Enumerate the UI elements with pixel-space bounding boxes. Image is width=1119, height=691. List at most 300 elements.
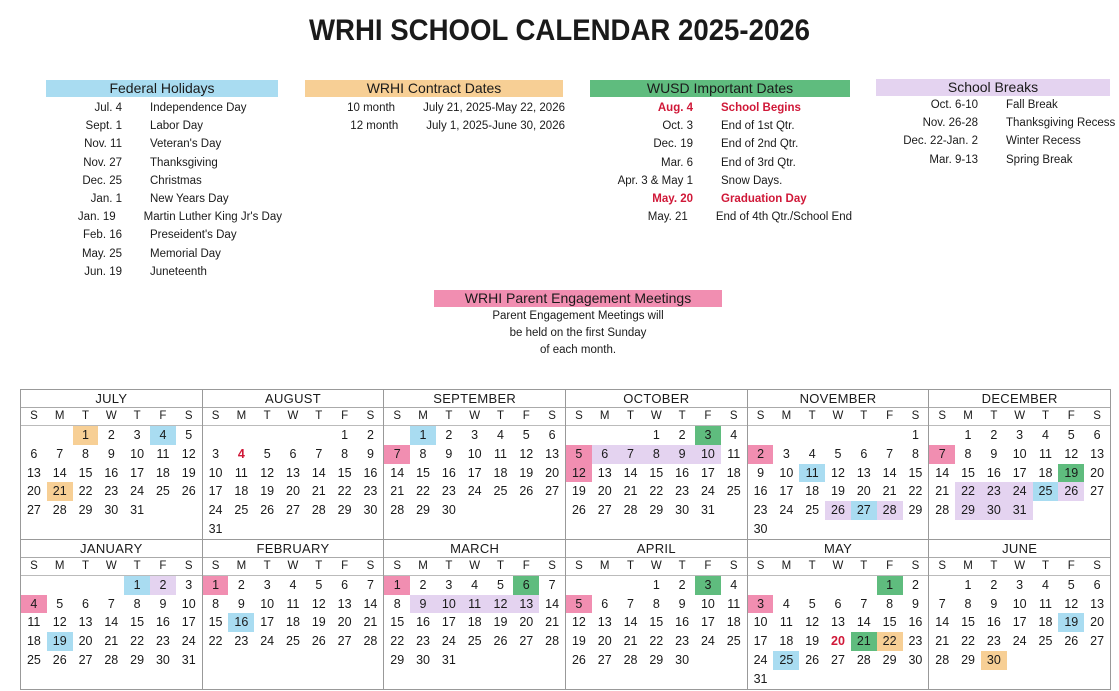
- weekday-header: T: [618, 558, 644, 576]
- day-cell: 19: [805, 634, 820, 649]
- day-cell: 3: [212, 446, 220, 461]
- empty-day-cell: [462, 651, 488, 670]
- weekday-header: S: [384, 408, 410, 426]
- day-cell: 17: [700, 615, 715, 630]
- day-cell: 4: [808, 446, 816, 461]
- day-cell: 5: [263, 446, 271, 461]
- day-cell: 20: [26, 484, 41, 499]
- day-cell: 15: [208, 615, 223, 630]
- empty-day-cell: [566, 426, 592, 445]
- wusd-date: Oct. 3: [662, 120, 693, 133]
- day-cell: 24: [260, 634, 275, 649]
- wusd-label: School Begins: [721, 102, 801, 114]
- weekday-header: W: [825, 408, 851, 426]
- day-cell: 25: [286, 634, 300, 649]
- day-cell: 4: [150, 426, 176, 445]
- weekday-header: S: [21, 558, 47, 576]
- federal-label: Veteran's Day: [150, 138, 222, 151]
- day-cell: 13: [597, 465, 612, 480]
- month-july: [21, 390, 203, 540]
- empty-day-cell: [306, 651, 332, 670]
- empty-day-cell: [851, 670, 877, 689]
- day-cell: 14: [935, 615, 950, 630]
- day-cell: 17: [208, 484, 223, 499]
- page-title: WRHI SCHOOL CALENDAR 2025-2026: [308, 14, 810, 47]
- day-cell: 8: [911, 446, 919, 461]
- day-cell: 18: [493, 465, 508, 480]
- day-cell: 4: [471, 577, 479, 592]
- day-cell: 18: [155, 465, 170, 480]
- empty-day-cell: [332, 520, 358, 539]
- day-cell: 22: [908, 484, 923, 499]
- empty-day-cell: [592, 426, 618, 445]
- wusd-date: May. 21: [647, 211, 688, 224]
- weekday-header: T: [436, 408, 462, 426]
- day-cell: 14: [545, 596, 560, 611]
- weekday-header: T: [1033, 408, 1059, 426]
- empty-day-cell: [825, 576, 851, 595]
- wusd-row: [590, 99, 852, 117]
- month-name: AUGUST: [203, 390, 384, 408]
- day-cell: 25: [467, 634, 482, 649]
- day-cell: 31: [181, 652, 196, 667]
- day-cell: 29: [337, 503, 352, 518]
- wusd-dates-header: WUSD Important Dates: [590, 80, 850, 97]
- day-cell: 8: [419, 446, 427, 461]
- day-cell: 31: [753, 671, 768, 686]
- day-cell: 16: [986, 615, 1001, 630]
- federal-row: [20, 135, 282, 153]
- wusd-date: Apr. 3 & May 1: [617, 174, 693, 187]
- day-cell: 20: [597, 484, 612, 499]
- day-cell: 7: [366, 577, 374, 592]
- day-cell: 24: [700, 484, 715, 499]
- weekday-header: F: [877, 408, 903, 426]
- day-cell: 15: [390, 615, 405, 630]
- day-cell: 9: [237, 596, 245, 611]
- day-cell: 12: [571, 615, 586, 630]
- breaks-label: Spring Break: [1006, 153, 1073, 166]
- empty-day-cell: [851, 426, 877, 445]
- day-cell: 24: [208, 503, 223, 518]
- weekday-header: S: [748, 408, 774, 426]
- day-cell: 9: [159, 596, 167, 611]
- day-cell: 13: [856, 465, 871, 480]
- day-cell: 31: [700, 503, 715, 518]
- federal-date: Feb. 16: [83, 229, 122, 242]
- day-cell: 4: [289, 577, 297, 592]
- day-cell: 1: [877, 576, 903, 595]
- day-cell: 17: [700, 465, 715, 480]
- weekday-header: M: [955, 558, 981, 576]
- day-cell: 15: [337, 465, 352, 480]
- weekday-header: T: [669, 408, 695, 426]
- weekday-header: S: [21, 408, 47, 426]
- day-cell: 21: [623, 484, 638, 499]
- day-cell: 29: [908, 503, 923, 518]
- day-cell: 20: [597, 634, 612, 649]
- day-cell: 9: [757, 465, 765, 480]
- weekday-header: S: [929, 558, 955, 576]
- empty-day-cell: [1058, 501, 1084, 520]
- day-cell: 8: [652, 596, 660, 611]
- empty-day-cell: [825, 426, 851, 445]
- day-cell: 2: [237, 577, 245, 592]
- contract-date: 12 month: [350, 120, 399, 133]
- empty-day-cell: [773, 520, 799, 539]
- day-cell: 11: [727, 446, 741, 461]
- day-cell: 4: [730, 577, 738, 592]
- weekday-header: T: [851, 408, 877, 426]
- day-cell: 3: [133, 428, 141, 442]
- empty-day-cell: [1084, 501, 1110, 520]
- day-cell: 26: [493, 634, 508, 649]
- day-cell: 1: [410, 426, 436, 445]
- federal-label: Labor Day: [150, 120, 204, 133]
- federal-row: [20, 99, 282, 117]
- day-cell: 21: [390, 484, 405, 499]
- day-cell: 3: [695, 426, 721, 445]
- school-breaks-section: [876, 79, 1116, 169]
- wusd-date: May. 20: [652, 192, 693, 205]
- empty-day-cell: [748, 576, 774, 595]
- empty-day-cell: [799, 670, 825, 689]
- day-cell: 6: [1093, 577, 1101, 592]
- weekday-header: S: [903, 408, 929, 426]
- day-cell: 18: [805, 484, 820, 499]
- day-cell: 9: [911, 596, 919, 611]
- empty-day-cell: [47, 576, 73, 595]
- day-cell: 26: [519, 484, 534, 499]
- day-cell: 25: [155, 484, 170, 499]
- contract-row: [305, 99, 565, 117]
- empty-day-cell: [773, 426, 799, 445]
- day-cell: 14: [390, 465, 405, 480]
- empty-day-cell: [773, 576, 799, 595]
- day-cell: 25: [726, 484, 741, 499]
- day-cell: 9: [678, 596, 686, 611]
- day-cell: 25: [773, 651, 799, 670]
- day-cell: 31: [1007, 501, 1033, 520]
- empty-day-cell: [280, 426, 306, 445]
- day-cell: 10: [1012, 596, 1027, 611]
- day-cell: 14: [104, 615, 119, 630]
- day-cell: 24: [441, 634, 456, 649]
- day-cell: 28: [104, 652, 119, 667]
- month-days-grid: [748, 558, 929, 689]
- day-cell: 20: [337, 615, 352, 630]
- empty-day-cell: [929, 576, 955, 595]
- day-cell: 9: [410, 595, 436, 614]
- day-cell: 11: [1038, 446, 1052, 461]
- day-cell: 7: [618, 445, 644, 464]
- day-cell: 21: [935, 634, 950, 649]
- day-cell: 10: [260, 596, 275, 611]
- parent-meetings-header: WRHI Parent Engagement Meetings: [434, 290, 722, 307]
- day-cell: 11: [1038, 596, 1052, 611]
- day-cell: 4: [1041, 577, 1049, 592]
- weekday-header: F: [695, 408, 721, 426]
- day-cell: 25: [726, 634, 741, 649]
- day-cell: 26: [1064, 634, 1079, 649]
- day-cell: 15: [908, 465, 923, 480]
- weekday-header: T: [73, 408, 99, 426]
- day-cell: 13: [513, 595, 539, 614]
- empty-day-cell: [384, 426, 410, 445]
- day-cell: 24: [753, 652, 768, 667]
- weekday-header: F: [150, 408, 176, 426]
- day-cell: 6: [548, 428, 556, 442]
- month-name: JANUARY: [21, 540, 202, 558]
- day-cell: 12: [831, 465, 845, 480]
- day-cell: 30: [104, 503, 119, 518]
- weekday-header: T: [254, 408, 280, 426]
- day-cell: 3: [185, 577, 193, 592]
- month-days-grid: [748, 408, 929, 539]
- day-cell: 3: [695, 576, 721, 595]
- day-cell: 21: [363, 615, 378, 630]
- day-cell: 8: [643, 445, 669, 464]
- day-cell: 20: [545, 465, 560, 480]
- day-cell: 18: [1038, 465, 1053, 480]
- breaks-label: Fall Break: [1006, 99, 1058, 111]
- day-cell: 2: [990, 577, 998, 592]
- day-cell: 6: [513, 576, 539, 595]
- day-cell: 27: [78, 652, 93, 667]
- day-cell: 27: [519, 634, 534, 649]
- federal-row: [20, 208, 282, 226]
- day-cell: 24: [130, 484, 145, 499]
- day-cell: 29: [390, 652, 405, 667]
- weekday-header: M: [592, 408, 618, 426]
- day-cell: 27: [1090, 484, 1105, 499]
- day-cell: 20: [286, 484, 300, 499]
- day-cell: 13: [597, 615, 612, 630]
- weekday-header: F: [1058, 558, 1084, 576]
- day-cell: 6: [30, 446, 38, 461]
- day-cell: 26: [825, 501, 851, 520]
- month-days-grid: [929, 408, 1110, 520]
- day-cell: 14: [856, 615, 871, 630]
- day-cell: 3: [748, 595, 774, 614]
- day-cell: 21: [104, 634, 119, 649]
- weekday-header: T: [851, 558, 877, 576]
- month-name: SEPTEMBER: [384, 390, 565, 408]
- weekday-header: F: [332, 558, 358, 576]
- day-cell: 12: [488, 595, 514, 614]
- day-cell: 31: [208, 521, 223, 536]
- month-october: [566, 390, 748, 540]
- federal-holidays-header: Federal Holidays: [46, 80, 278, 97]
- empty-day-cell: [903, 670, 929, 689]
- day-cell: 22: [877, 632, 903, 651]
- empty-day-cell: [203, 651, 229, 670]
- weekday-header: M: [410, 558, 436, 576]
- day-cell: 5: [1067, 577, 1075, 592]
- day-cell: 10: [779, 465, 794, 480]
- day-cell: 7: [107, 596, 115, 611]
- weekday-header: M: [773, 408, 799, 426]
- day-cell: 18: [467, 615, 482, 630]
- federal-date: Jan. 19: [77, 211, 116, 224]
- day-cell: 28: [545, 634, 560, 649]
- day-cell: 12: [1064, 596, 1079, 611]
- day-cell: 30: [981, 501, 1007, 520]
- day-cell: 22: [649, 484, 664, 499]
- day-cell: 5: [566, 595, 592, 614]
- contract-dates-list: [305, 99, 565, 135]
- day-cell: 6: [601, 596, 609, 611]
- empty-day-cell: [721, 651, 747, 670]
- day-cell: 28: [390, 503, 405, 518]
- weekday-header: W: [98, 558, 124, 576]
- day-cell: 18: [779, 634, 794, 649]
- day-cell: 13: [1090, 446, 1105, 461]
- empty-day-cell: [773, 670, 799, 689]
- month-december: [929, 390, 1111, 540]
- weekday-header: M: [228, 408, 254, 426]
- day-cell: 15: [961, 465, 975, 480]
- day-cell: 25: [1033, 482, 1059, 501]
- empty-day-cell: [513, 501, 539, 520]
- day-cell: 11: [799, 464, 825, 483]
- month-name: JULY: [21, 390, 202, 408]
- day-cell: 12: [805, 615, 820, 630]
- day-cell: 23: [363, 484, 378, 499]
- day-cell: 18: [286, 615, 300, 630]
- breaks-row: [876, 114, 1116, 132]
- empty-day-cell: [903, 520, 929, 539]
- parent-meetings-section: [434, 290, 722, 359]
- day-cell: 19: [181, 465, 196, 480]
- empty-day-cell: [1058, 651, 1084, 670]
- month-name: APRIL: [566, 540, 747, 558]
- day-cell: 10: [1012, 446, 1027, 461]
- empty-day-cell: [228, 426, 254, 445]
- day-cell: 28: [935, 503, 950, 518]
- day-cell: 6: [860, 446, 868, 461]
- day-cell: 8: [964, 446, 972, 461]
- day-cell: 31: [441, 652, 456, 667]
- weekday-header: T: [254, 558, 280, 576]
- day-cell: 24: [1012, 634, 1027, 649]
- weekday-header: S: [903, 558, 929, 576]
- wusd-dates-section: [590, 80, 852, 226]
- empty-day-cell: [21, 426, 47, 445]
- day-cell: 26: [805, 652, 820, 667]
- contract-label: July 1, 2025-June 30, 2026: [426, 120, 565, 133]
- empty-day-cell: [1033, 651, 1059, 670]
- day-cell: 31: [130, 503, 145, 518]
- month-days-grid: [203, 408, 384, 539]
- month-february: [203, 540, 385, 690]
- calendar-months-grid: [20, 389, 1111, 690]
- wusd-date: Dec. 19: [653, 138, 693, 151]
- day-cell: 23: [986, 634, 1001, 649]
- contract-label: July 21, 2025-May 22, 2026: [423, 102, 565, 114]
- day-cell: 23: [981, 482, 1007, 501]
- empty-day-cell: [280, 651, 306, 670]
- day-cell: 26: [311, 634, 326, 649]
- empty-day-cell: [358, 651, 384, 670]
- weekday-header: F: [513, 558, 539, 576]
- empty-day-cell: [592, 576, 618, 595]
- federal-date: Nov. 27: [83, 156, 122, 169]
- weekday-header: S: [358, 408, 384, 426]
- weekday-header: T: [124, 408, 150, 426]
- day-cell: 28: [311, 503, 326, 518]
- day-cell: 17: [130, 465, 145, 480]
- weekday-header: T: [436, 558, 462, 576]
- day-cell: 27: [545, 484, 560, 499]
- federal-label: Independence Day: [150, 102, 247, 114]
- day-cell: 17: [1012, 465, 1027, 480]
- breaks-date: Mar. 9-13: [929, 153, 978, 166]
- empty-day-cell: [488, 501, 514, 520]
- weekday-header: S: [1084, 558, 1110, 576]
- day-cell: 5: [566, 445, 592, 464]
- weekday-header: S: [176, 408, 202, 426]
- day-cell: 11: [234, 465, 248, 480]
- weekday-header: F: [695, 558, 721, 576]
- weekday-header: S: [203, 408, 229, 426]
- day-cell: 19: [260, 484, 275, 499]
- day-cell: 22: [961, 634, 975, 649]
- day-cell: 19: [47, 632, 73, 651]
- federal-date: Sept. 1: [85, 120, 122, 133]
- empty-day-cell: [539, 651, 565, 670]
- day-cell: 25: [234, 503, 249, 518]
- day-cell: 21: [882, 484, 897, 499]
- weekday-header: S: [203, 558, 229, 576]
- day-cell: 27: [597, 503, 612, 518]
- month-june: [929, 540, 1111, 690]
- federal-row: [20, 245, 282, 263]
- day-cell: 16: [908, 615, 923, 630]
- day-cell: 10: [753, 615, 768, 630]
- contract-date: 10 month: [347, 102, 396, 114]
- parent-meetings-line: Parent Engagement Meetings will: [492, 310, 664, 322]
- day-cell: 13: [78, 615, 93, 630]
- federal-holidays-section: [20, 80, 282, 281]
- weekday-header: W: [643, 558, 669, 576]
- federal-label: Memorial Day: [150, 247, 221, 260]
- day-cell: 7: [384, 445, 410, 464]
- weekday-header: W: [280, 408, 306, 426]
- day-cell: 20: [78, 634, 93, 649]
- day-cell: 5: [315, 577, 323, 592]
- day-cell: 16: [104, 465, 119, 480]
- day-cell: 15: [78, 465, 93, 480]
- breaks-row: [876, 132, 1116, 150]
- day-cell: 17: [1012, 615, 1027, 630]
- weekday-header: T: [306, 408, 332, 426]
- day-cell: 3: [1016, 428, 1024, 442]
- day-cell: 26: [260, 503, 275, 518]
- day-cell: 24: [700, 634, 715, 649]
- weekday-header: F: [150, 558, 176, 576]
- month-days-grid: [21, 558, 202, 670]
- day-cell: 14: [623, 465, 638, 480]
- day-cell: 1: [964, 428, 972, 442]
- weekday-header: S: [566, 558, 592, 576]
- day-cell: 26: [181, 484, 196, 499]
- day-cell: 2: [366, 428, 374, 442]
- month-name: OCTOBER: [566, 390, 747, 408]
- empty-day-cell: [539, 501, 565, 520]
- weekday-header: S: [721, 558, 747, 576]
- empty-day-cell: [851, 520, 877, 539]
